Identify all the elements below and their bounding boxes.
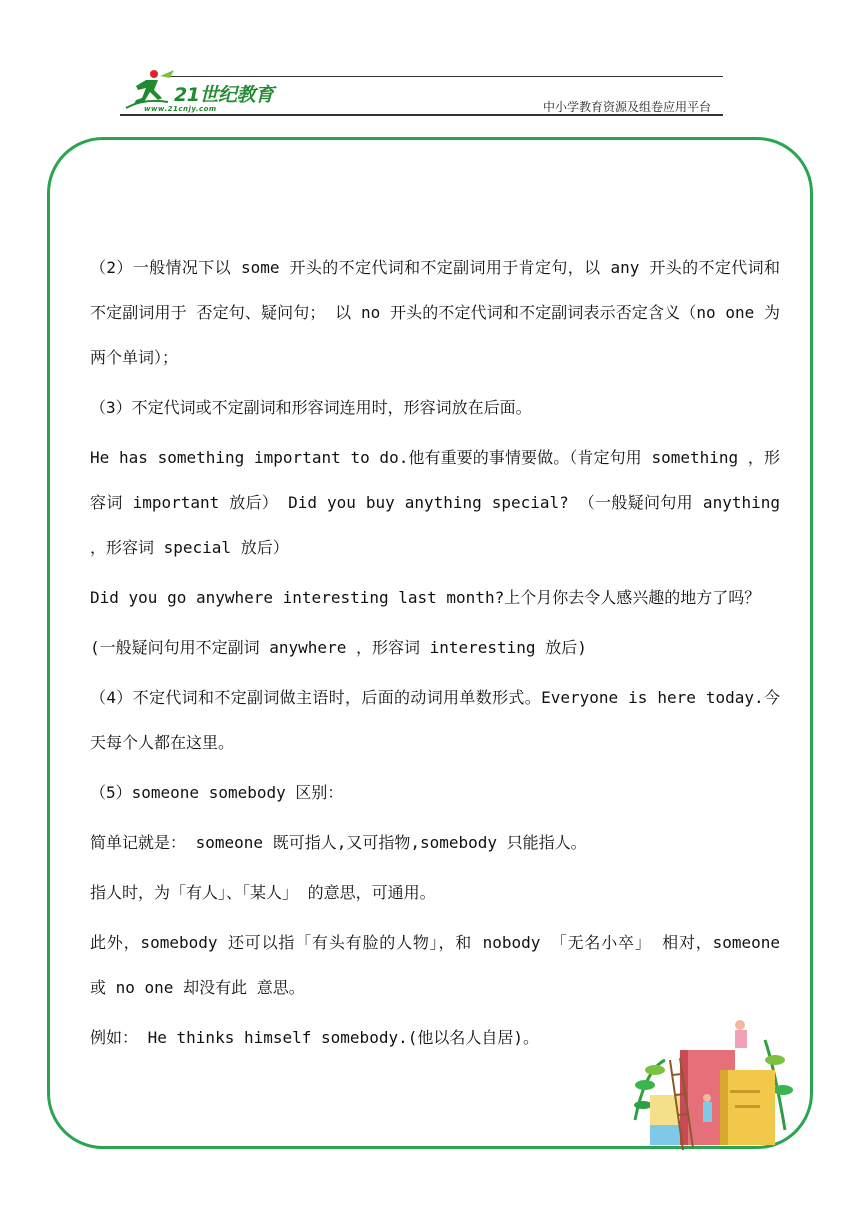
paragraph-point-4: （4）不定代词和不定副词做主语时，后面的动词用单数形式。Everyone is here today.今天每个人都在这里。 [90, 688, 780, 752]
logo-text: 21世纪教育 [174, 84, 274, 106]
paragraph-point-2: （2）一般情况下以 some 开头的不定代词和不定副词用于肯定句，以 any 开头的不定代词和不定副词用于 否定句、疑问句； 以 no 开头的不定代词和不定副词表示否定含义（no one 为两个单词）； [90, 258, 780, 367]
note-anywhere-interesting: (一般疑问句用不定副词 anywhere ，形容词 interesting 放后) [90, 638, 587, 657]
books-illustration [625, 1010, 795, 1160]
somebody-note: 此外，somebody 还可以指「有头有脸的人物」，和 nobody 「无名小卒」 相对，someone 或 no one 却没有此 意思。 [90, 933, 780, 997]
header-bottom-rule [120, 114, 723, 116]
example-anywhere-interesting: Did you go anywhere interesting last month?上个月你去令人感兴趣的地方了吗？ [90, 588, 761, 607]
header-tagline: 中小学教育资源及组卷应用平台 [542, 100, 711, 114]
summary-line: 简单记就是： someone 既可指人,又可指物,somebody 只能指人。 [90, 833, 587, 852]
paragraph-point-3: （3）不定代词或不定副词和形容词连用时，形容词放在后面。 [90, 398, 532, 417]
example-sentence: 例如： He thinks himself somebody.(他以名人自居)。 [90, 1028, 539, 1047]
logo [124, 68, 294, 114]
paragraph-point-5: （5）someone somebody 区别： [90, 783, 344, 802]
logo-url: www.21cnjy.com [144, 105, 217, 113]
example-something-important: He has something important to do.他有重要的事情要做。（肯定句用 something ，形容词 important 放后） Did you buy anything special? （一般疑问句用 anything ，形容词 special 放后） [90, 448, 780, 557]
page-header [120, 62, 725, 122]
document-body [90, 245, 780, 1060]
usage-note: 指人时，为「有人」、「某人」 的意思，可通用。 [90, 883, 436, 902]
